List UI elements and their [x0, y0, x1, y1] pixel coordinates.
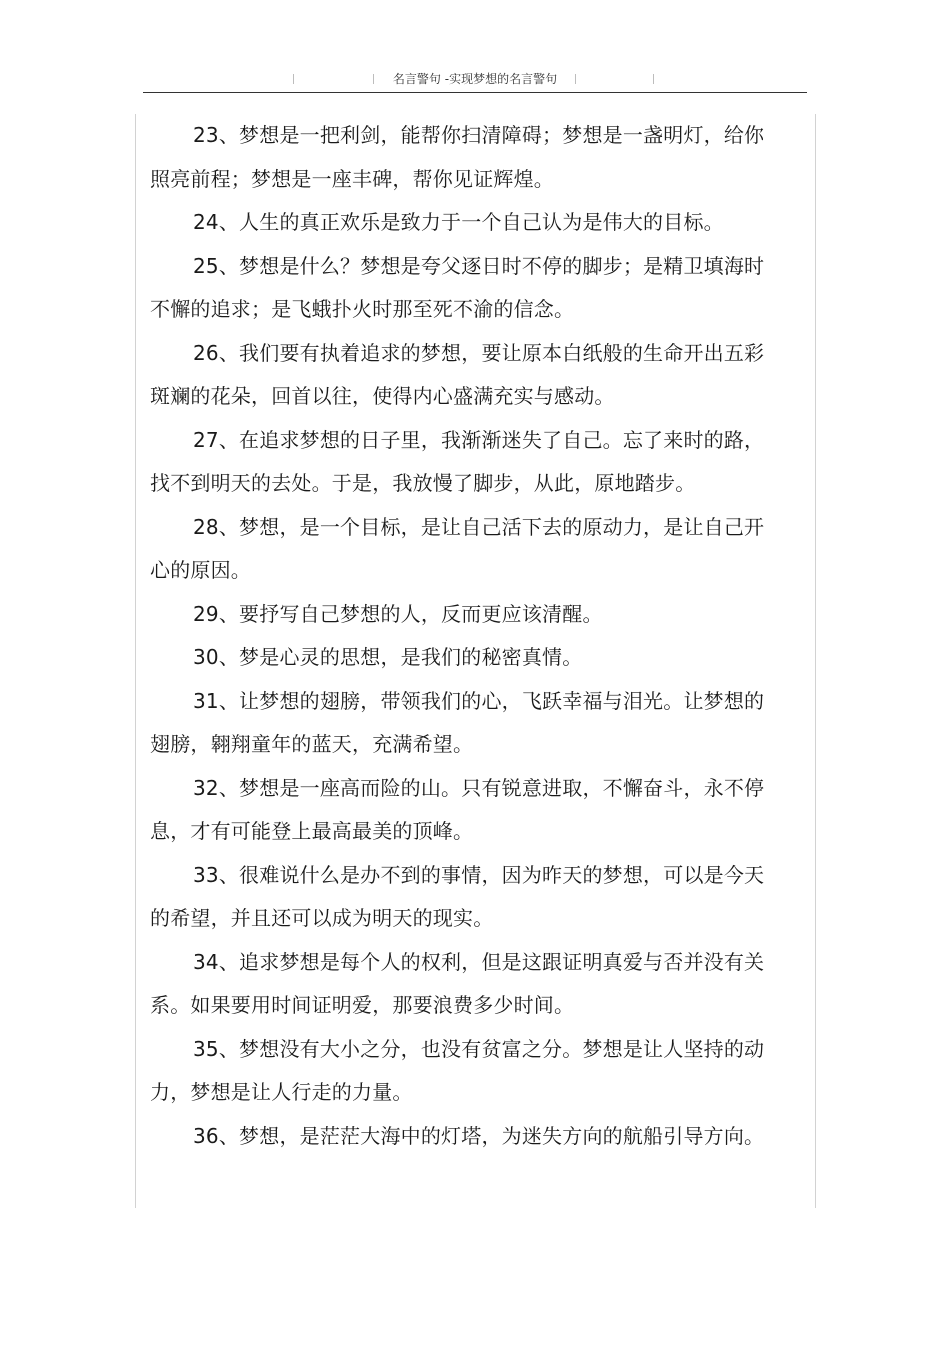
quote-paragraph: 36、梦想，是茫茫大海中的灯塔，为迷失方向的航船引导方向。: [193, 1123, 765, 1148]
quote-paragraph: 31、让梦想的翅膀，带领我们的心，飞跃幸福与泪光。让梦想的翅膀，翱翔童年的蓝天，充满希望。: [150, 688, 765, 756]
quote-paragraph: 25、梦想是什么？梦想是夸父逐日时不停的脚步；是精卫填海时不懈的追求；是飞蛾扑火时那至死不渝的信念。: [150, 253, 765, 321]
right-margin-rule: [815, 114, 816, 1208]
quote-paragraph: 24、人生的真正欢乐是致力于一个自己认为是伟大的目标。: [193, 210, 724, 234]
quote-paragraph: 28、梦想，是一个目标，是让自己活下去的原动力，是让自己开心的原因。: [150, 514, 765, 582]
quote-paragraph: 35、梦想没有大小之分，也没有贫富之分。梦想是让人坚持的动力，梦想是让人行走的力量。: [150, 1036, 765, 1104]
quotes-body: [150, 114, 770, 1158]
quote-paragraph: 30、梦是心灵的思想，是我们的秘密真情。: [193, 645, 583, 669]
quote-paragraph: 34、追求梦想是每个人的权利，但是这跟证明真爱与否并没有关系。如果要用时间证明爱，那要浪费多少时间。: [150, 949, 765, 1017]
quote-paragraph: 29、要抒写自己梦想的人，反而更应该清醒。: [193, 601, 603, 626]
quote-paragraph: 32、梦想是一座高而险的山。只有锐意进取，不懈奋斗，永不停息，才有可能登上最高最美的顶峰。: [150, 775, 765, 843]
quote-paragraph: 33、很难说什么是办不到的事情，因为昨天的梦想，可以是今天的希望，并且还可以成为明天的现实。: [150, 862, 765, 930]
header-tick-right: [653, 74, 654, 84]
header-title: 名言警句 -实现梦想的名言警句: [392, 72, 558, 86]
quote-paragraph: 27、在追求梦想的日子里，我渐渐迷失了自己。忘了来时的路，找不到明天的去处。于是，我放慢了脚步，从此，原地踏步。: [150, 427, 765, 495]
quote-paragraph: 23、梦想是一把利剑，能帮你扫清障碍；梦想是一盏明灯，给你照亮前程；梦想是一座丰碑，帮你见证辉煌。: [150, 123, 765, 191]
header-tick-right-inner: [575, 74, 576, 84]
left-margin-rule: [135, 114, 136, 1208]
quote-paragraph: 26、我们要有执着追求的梦想，要让原本白纸般的生命开出五彩斑斓的花朵，回首以往，使得内心盛满充实与感动。: [150, 340, 765, 408]
page-header: [143, 62, 807, 93]
